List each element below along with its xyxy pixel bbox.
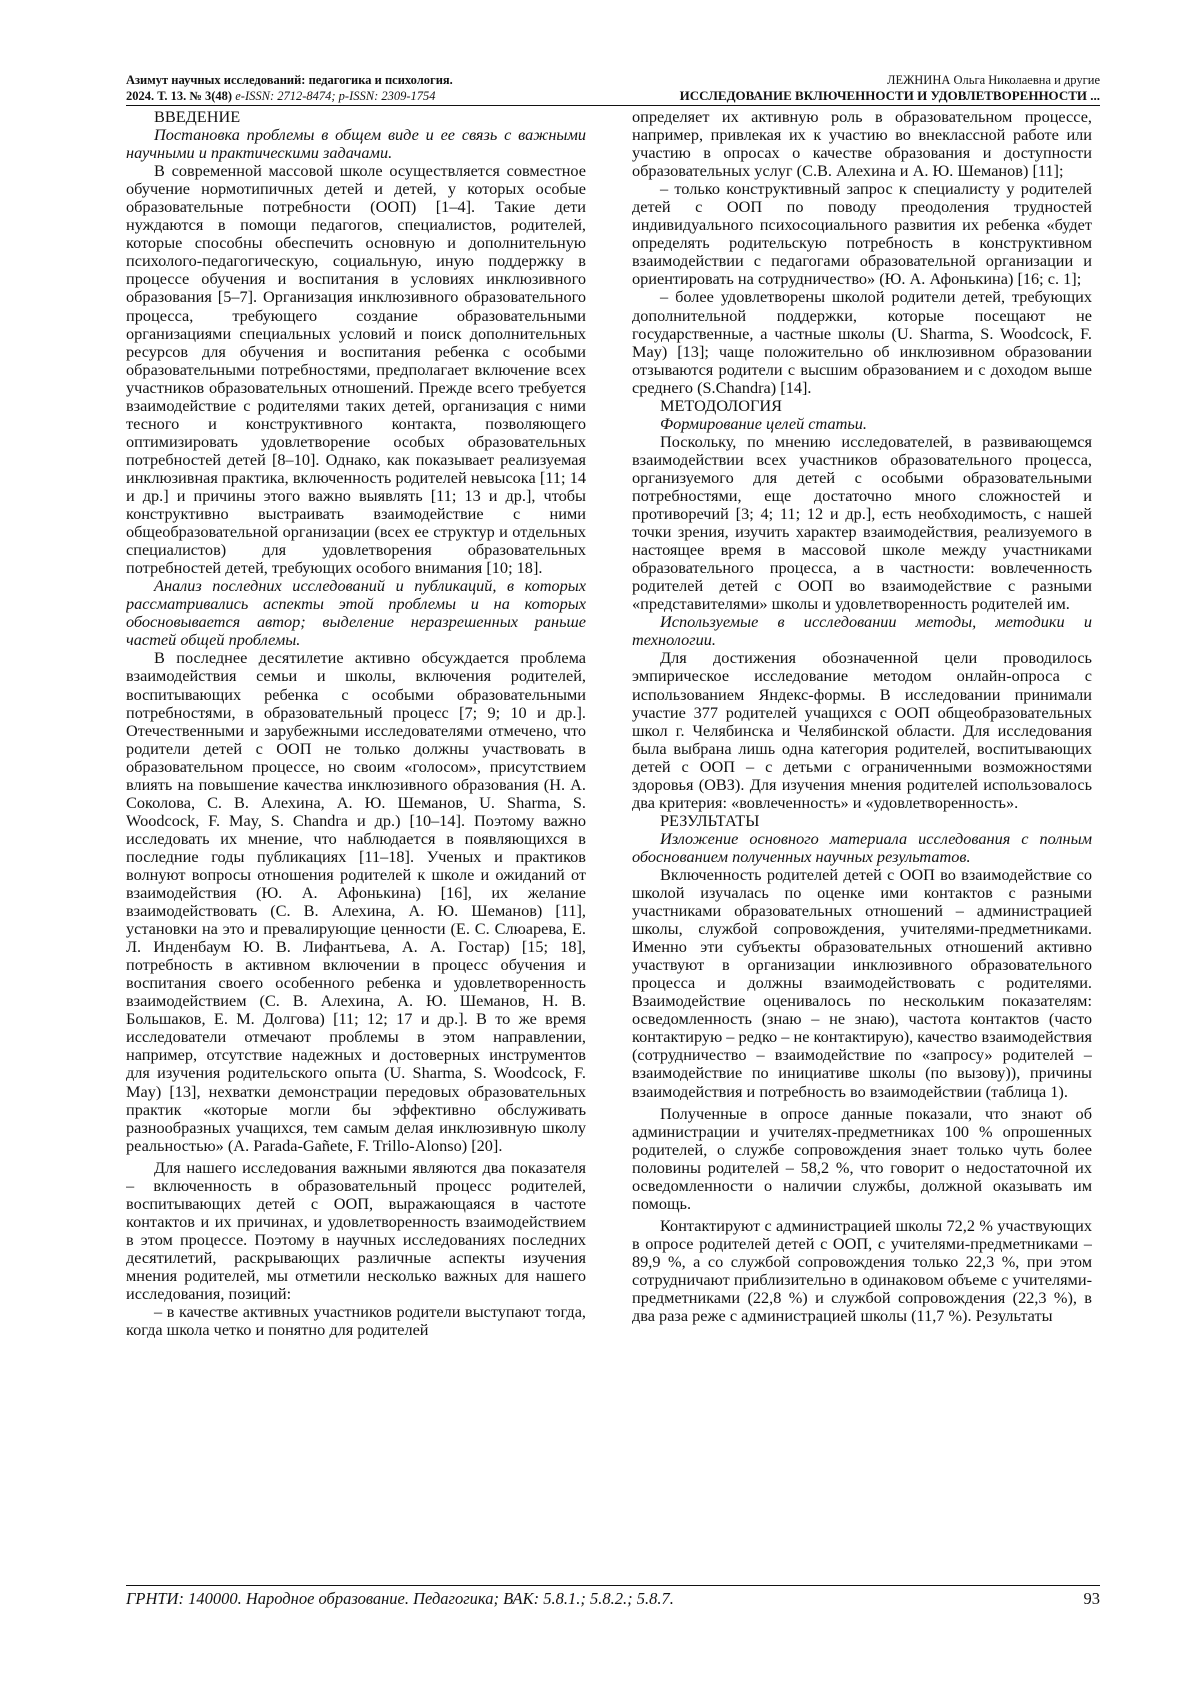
paragraph: В последнее десятилетие активно обсуждается проблема взаимодействия семьи и школы, включения родителей, воспитывающих ребенка с особыми образовательными потребностями, в образовательный процесс [7; 9; 10 и др.]. Отечественными и зарубежными исследователями отмечено, что родители детей с ООП не только должны участвовать в образовательном процессе, но своим «голосом», присутствием влиять на повышение качества инклюзивного образования (Н. А. Соколова, С. В. Алехина, А. Ю. Шеманов, U. Sharma, S. Woodcock, F. May, S. Chandra и др.) [10–14]. Поэтому важно исследовать их мнение, что наблюдается в появляющихся в последние годы публикациях [11–18]. Ученых и практиков волнуют вопросы отношения родителей к школе и ожиданий от взаимодействия (Ю. А. Афонькина) [16], их желание взаимодействовать (С. В. Алехина, А. Ю. Шеманов) [11], установки на это и превалирующие ценности (Е. С. Слюарева, Е. Л. Инденбаум Ю. В. Лифантьева, А. А. Гостар) [15; 18], потребность в активном включении в процесс обучения и воспитания своего особенного ребенка и удовлетворенность взаимодействием (С. В. Алехина, А. Ю. Шеманов, Н. В. Большаков, Е. М. Долгова) [11; 12; 17 и др.]. В то же время исследователи отмечают проблемы в этом направлении, например, отсутствие надежных и достоверных инструментов для изучения родительского опыта (U. Sharma, S. Woodcock, F. May) [13], нехватки демонстрации передовых образовательных практик «которые могли бы эффективно обслуживать разнообразных учащихся, тем самым делая инклюзивную школу реальностью» (A. Parada-Gañete, F. Trillo-Alonso) [20]. xyxy=(126,648,586,1155)
paragraph: – более удовлетворены школой родители детей, требующих дополнительной поддержки, которые посещают не государственные, а частные школы (U. Sharma, S. Woodcock, F. May) [13]; чаще положительно об инклюзивном образовании отзываются родители с высшим образованием и с доходом выше среднего (S.Chandra) [14]. xyxy=(632,287,1092,397)
section-heading-methodology: МЕТОДОЛОГИЯ xyxy=(660,395,782,415)
journal-info xyxy=(126,72,596,104)
paragraph: определяет их активную роль в образовательном процессе, например, привлекая их к участию во внеклассной работе или участию в опросах о качестве образования и доступности образовательных услуг (С.В. Алехина и А. Ю. Шеманов) [11]; xyxy=(632,108,1092,181)
subheading-literature-analysis: Анализ последних исследований и публикаций, в которых рассматривались аспекты этой проблемы и на которых обосновывается автор; выделение неразрешенных раньше частей общей проблемы. xyxy=(126,576,586,650)
footer-classification: ГРНТИ: 140000. Народное образование. Педагогика; ВАК: 5.8.1.; 5.8.2.; 5.8.7. xyxy=(126,1589,674,1608)
paragraph: Для нашего исследования важными являются два показателя – включенность в образовательный процесс родителей, воспитывающих детей с ООП, выражающаяся в частоте контактов и их причинах, и удовлетворенность взаимодействием в этом процессе. Поэтому в научных исследованиях последних десятилетий, раскрывающих различные аспекты изучения мнения родителей, мы отметили несколько важных для нашего исследования, позиций: xyxy=(126,1157,586,1304)
paragraph: Для достижения обозначенной цели проводилось эмпирическое исследование методом онлайн-опроса с использованием Яндекс-формы. В исследовании принимали участие 377 родителей учащихся с ООП общеобразовательных школ г. Челябинска и Челябинской области. Для исследования была выбрана лишь одна категория родителей, воспитывающих детей с ООП – с детьми с ограниченными возможностями здоровья (ОВЗ). Для изучения мнения родителей использовалось два критерия: «вовлеченность» и «удовлетворенность». xyxy=(632,648,1092,812)
subheading-article-goals: Формирование целей статьи. xyxy=(660,413,867,433)
subheading-results-main: Изложение основного материала исследования с полным обоснованием полученных научных результатов. xyxy=(632,828,1092,866)
left-column xyxy=(126,108,586,1586)
paragraph: В современной массовой школе осуществляется совместное обучение нормотипичных детей и детей, у которых особые образовательные потребности (ООП) [1–4]. Такие дети нуждаются в помощи педагогов, специалистов, родителей, которые способны обеспечить основную и дополнительную психолого-педагогическую, социальную, иную поддержку в процессе обучения и воспитания в условиях инклюзивного образования [5–7]. Организация инклюзивного образовательного процесса, требующего создание образовательными организациями специальных условий и поиск дополнительных ресурсов для обучения и воспитания ребенка с особыми образовательными потребностями, предполагает включение всех участников образовательных отношений. Прежде всего требуется взаимодействие с родителями таких детей, организация с ними тесного и конструктивного контакта, позволяющего оптимизировать удовлетворение особых образовательных потребностей детей [8–10]. Однако, как показывает реализуемая инклюзивная практика, включенность родителей невысока [11; 14 и др.] и причины этого важно выявлять [11; 13 и др.], чтобы конструктивно выстраивать взаимодействие с ними общеобразовательной организации (всех ее структур и отдельных специалистов) для удовлетворения образовательных потребностей детей, требующих особого внимания [10; 18]. xyxy=(126,161,586,578)
article-running-title: ИССЛЕДОВАНИЕ ВКЛЮЧЕННОСТИ И УДОВЛЕТВОРЕННОСТИ ... xyxy=(679,88,1100,103)
paragraph: Поскольку, по мнению исследователей, в развивающемся взаимодействии всех участников образовательного процесса, организуемого для детей с особыми образовательными потребностями, еще достаточно много сложностей и противоречий [3; 4; 11; 12 и др.], есть необходимость, с нашей точки зрения, изучить характер взаимодействия, реализуемого в настоящее время в массовой школе между участниками образовательного процесса, а в частности: вовлеченность родителей детей с ООП во взаимодействие с разными «представителями» школы и удовлетворенность родителей им. xyxy=(632,431,1092,614)
footer-rule xyxy=(126,1585,1100,1586)
journal-issue xyxy=(126,88,596,104)
paragraph: – только конструктивный запрос к специалисту у родителей детей с ООП по поводу преодоления трудностей индивидуального психосоциального развития их ребенка «будет определять родительскую потребность в конструктивном взаимодействии с педагогами образовательной организации и ориентировать на сотрудничество» (Ю. А. Афонькина) [16; с. 1]; xyxy=(632,179,1092,289)
header-rule xyxy=(126,105,1100,106)
subheading-methods: Используемые в исследовании методы, методики и технологии. xyxy=(632,612,1092,650)
section-heading-results: РЕЗУЛЬТАТЫ xyxy=(660,810,760,830)
article-info xyxy=(580,72,1100,104)
right-column xyxy=(632,108,1092,1586)
section-heading-introduction: ВВЕДЕНИЕ xyxy=(154,108,241,126)
paragraph: Полученные в опросе данные показали, что знают об администрации и учителях-предметниках 100 % опрошенных родителей, о службе сопровождения знает только чуть более половины родителей – 58,2 %, что говорит о недостаточной их осведомленности о наличии службы, должной оказывать им помощь. xyxy=(632,1103,1092,1213)
article-authors: ЛЕЖНИНА Ольга Николаевна и другие xyxy=(886,73,1100,87)
paragraph: Включенность родителей детей с ООП во взаимодействие со школой изучалась по оценке ими контактов с разными участниками образовательных отношений – администрацией школы, службой сопровождения, учителями-предметниками. Именно эти субъекты образовательных отношений активно участвуют в организации инклюзивного образовательного процесса и должны взаимодействовать с родителями. Взаимодействие оценивалось по нескольким показателям: осведомленность (знаю – не знаю), частота контактов (часто контактирую – редко – не контактирую), качество взаимодействия (сотрудничество – взаимодействие по «запросу» родителей – взаимодействие по инициативе школы (по вызову)), причины взаимодействия и потребность во взаимодействии (таблица 1). xyxy=(632,864,1092,1101)
paragraph: – в качестве активных участников родители выступают тогда, когда школа четко и понятно для родителей xyxy=(126,1302,586,1340)
subheading-problem-statement: Постановка проблемы в общем виде и ее связь с важными научными и практическими задачами. xyxy=(126,125,586,163)
journal-volume: 2024. Т. 13. № 3(48) xyxy=(126,89,233,103)
paragraph: Контактируют с администрацией школы 72,2 % участвующих в опросе родителей детей с ООП, с учителями-предметниками – 89,9 %, а со службой сопровождения только 22,3 %, при этом сотрудничают приблизительно в одинаковом объеме с учителями-предметниками (22,8 %) и службой сопровождения (22,3 %), в два раза реже с администрацией школы (11,7 %). Результаты xyxy=(632,1215,1092,1326)
page-number: 93 xyxy=(1083,1589,1100,1608)
journal-title: Азимут научных исследований: педагогика и психология. xyxy=(126,73,453,87)
journal-issn: e-ISSN: 2712-8474; p-ISSN: 2309-1754 xyxy=(232,89,436,103)
